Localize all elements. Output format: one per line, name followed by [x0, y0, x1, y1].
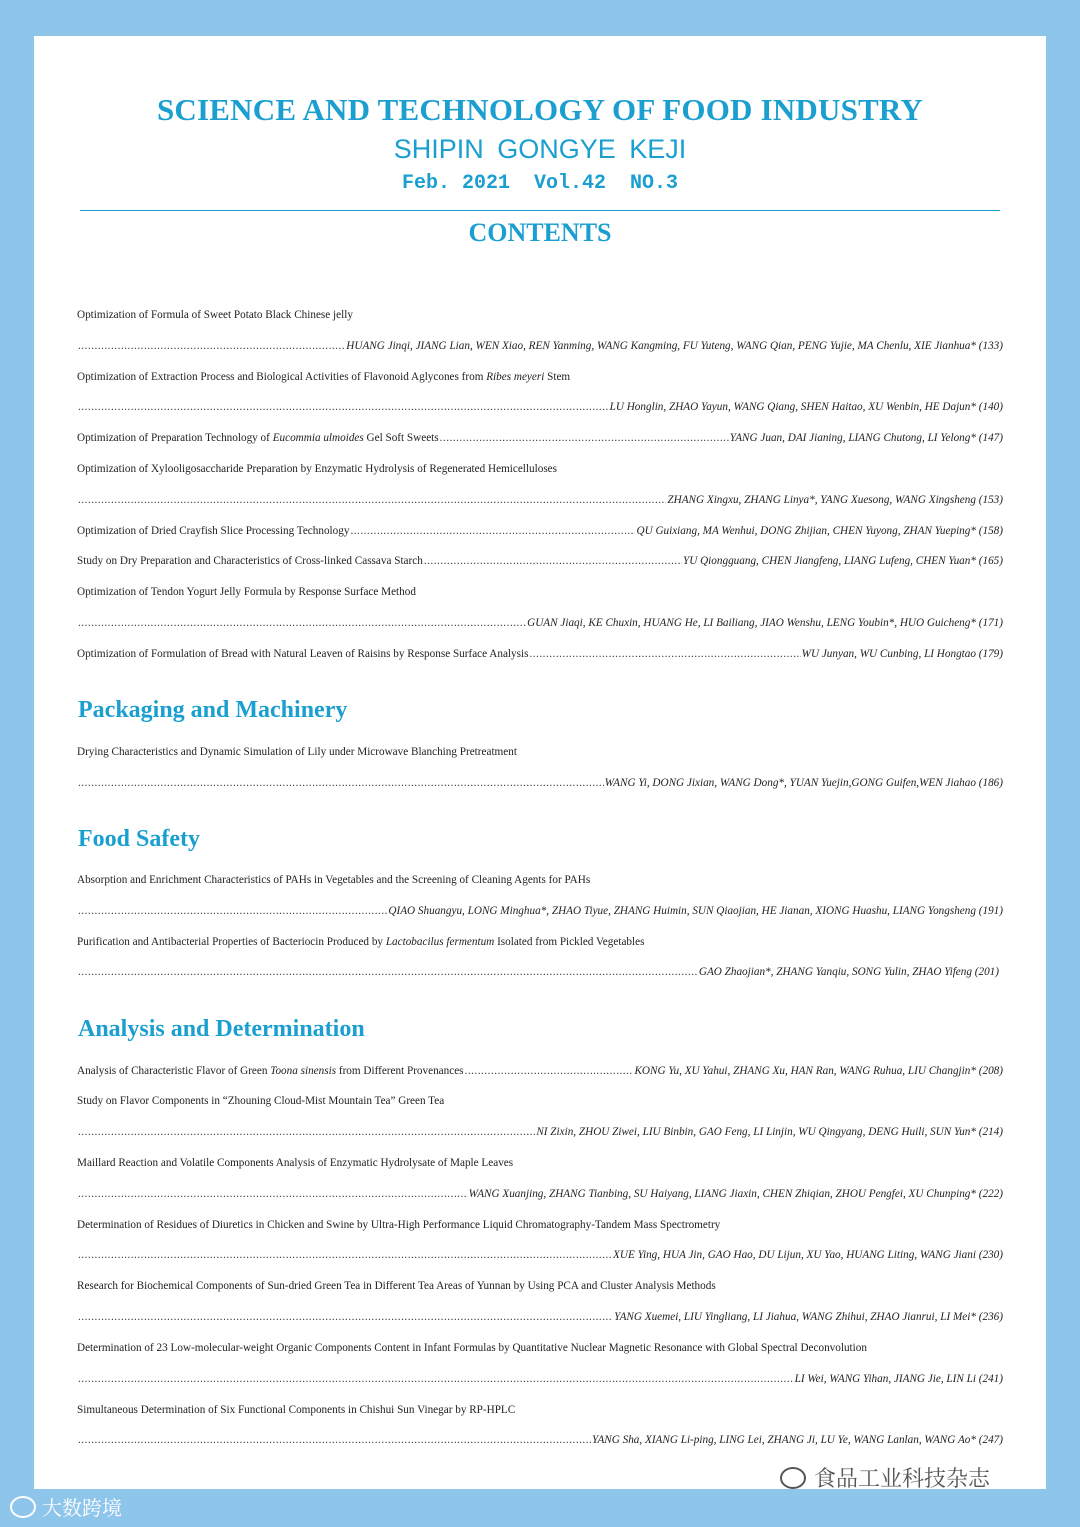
issue-volume: Vol.42 — [534, 172, 607, 195]
watermark-right-text: 食品工业科技杂志 — [814, 1467, 991, 1492]
toc-entry-authors: ..... WANG Yi, DONG Jixian, WANG Dong*, YUAN Yuejin,GONG Guifen,WEN Jiahao (186) — [77, 775, 1003, 791]
toc-entry-title[interactable]: Determination of 23 Low-molecular-weight Organic Components Content in Infant Formulas by Quantitative Nuclear Magnetic Resonance with Global Spectral Deconvolution — [77, 1342, 867, 1354]
contents-heading: CONTENTS — [468, 218, 612, 247]
toc-entry[interactable]: Optimization of Formulation of Bread with Natural Leaven of Raisins by Response Surface Analysis ..... WU Junyan, WU Cunbing, LI Hongtao (179) — [77, 646, 1003, 662]
toc-entry-authors: ..... ZHANG Xingxu, ZHANG Linya*, YANG Xuesong, WANG Xingsheng (153) — [77, 492, 1003, 508]
toc-entry-title[interactable]: Drying Characteristics and Dynamic Simulation of Lily under Microwave Blanching Pretreatment — [77, 746, 517, 758]
toc-entry-authors: ..... HUANG Jinqi, JIANG Lian, WEN Xiao, REN Yanming, WANG Kangming, FU Yuteng, WANG Qian, PENG Yujie, MA Chenlu, XIE Jianhua* (133) — [77, 338, 1003, 354]
watermark-left-text: 大数跨境 — [42, 1496, 122, 1520]
toc-entry-authors: ..... YANG Xuemei, LIU Yingliang, LI Jiahua, WANG Zhihui, ZHAO Jianrui, LI Mei* (236) — [77, 1309, 1003, 1325]
brand-watermark — [10, 1492, 122, 1521]
section-heading-analysis: Analysis and Determination — [78, 1016, 365, 1042]
header-divider — [80, 210, 1000, 211]
toc-entry-title[interactable]: Purification and Antibacterial Properties of Bacteriocin Produced by Lactobacilus fermentum Isolated from Pickled Vegetables — [77, 936, 645, 948]
brand-logo-icon — [10, 1496, 36, 1518]
toc-entry-title[interactable]: Optimization of Extraction Process and Biological Activities of Flavonoid Aglycones from Ribes meyeri Stem — [77, 371, 571, 383]
toc-entry-title[interactable]: Study on Flavor Components in “Zhouning Cloud-Mist Mountain Tea” Green Tea — [77, 1095, 445, 1107]
toc-entry-title[interactable]: Simultaneous Determination of Six Functional Components in Chishui Sun Vinegar by RP-HPLC — [77, 1404, 516, 1416]
journal-pinyin-title: SHIPIN GONGYE KEJI — [393, 134, 687, 164]
toc-entry[interactable]: Optimization of Preparation Technology of Eucommia ulmoides Gel Soft Sweets ..... YANG Juan, DAI Jianing, LIANG Chutong, LI Yelong* (147) — [77, 430, 1003, 446]
toc-entry-title[interactable]: Optimization of Tendon Yogurt Jelly Formula by Response Surface Method — [77, 586, 416, 598]
toc-entry-authors: ..... NI Zixin, ZHOU Ziwei, LIU Binbin, GAO Feng, LI Linjin, WU Qingyang, DENG Huili, SUN Yun* (214) — [77, 1124, 1003, 1140]
wechat-icon — [780, 1467, 806, 1489]
toc-entry-authors: ..... GAO Zhaojian*, ZHANG Yanqiu, SONG Yulin, ZHAO Yifeng (201) — [77, 964, 999, 980]
toc-entry-title[interactable]: Optimization of Formula of Sweet Potato Black Chinese jelly — [77, 309, 353, 321]
toc-entry-title[interactable]: Research for Biochemical Components of Sun-dried Green Tea in Different Tea Areas of Yunnan by Using PCA and Cluster Analysis Methods — [77, 1280, 716, 1292]
toc-entry[interactable]: Analysis of Characteristic Flavor of Green Toona sinensis from Different Provenances ..... KONG Yu, XU Yahui, ZHANG Xu, HAN Ran, WANG Ruhua, LIU Changjin* (208) — [77, 1063, 1003, 1079]
section-heading-packaging: Packaging and Machinery — [78, 697, 348, 723]
toc-entry-authors: ..... YANG Sha, XIANG Li-ping, LING Lei, ZHANG Ji, LU Ye, WANG Lanlan, WANG Ao* (247) — [77, 1432, 1003, 1448]
issue-date: Feb. 2021 — [401, 172, 510, 195]
journal-page — [34, 36, 1046, 1489]
toc-entry-authors: ..... XUE Ying, HUA Jin, GAO Hao, DU Lijun, XU Yao, HUANG Liting, WANG Jiani (230) — [77, 1247, 1003, 1263]
toc-entry-authors: ..... LI Wei, WANG Yihan, JIANG Jie, LIN Li (241) — [77, 1371, 1003, 1387]
toc-entry-authors: ..... GUAN Jiaqi, KE Chuxin, HUANG He, LI Bailiang, JIAO Wenshu, LENG Youbin*, HUO Guicheng* (171) — [77, 615, 1003, 631]
toc-entry[interactable]: Study on Dry Preparation and Characteristics of Cross-linked Cassava Starch ..... YU Qiongguang, CHEN Jiangfeng, LIANG Lufeng, CHEN Yuan* (165) — [77, 553, 1003, 569]
toc-entry-title[interactable]: Optimization of Xylooligosaccharide Preparation by Enzymatic Hydrolysis of Regenerated Hemicelluloses — [77, 463, 557, 475]
toc-entry-title[interactable]: Determination of Residues of Diuretics in Chicken and Swine by Ultra-High Performance Liquid Chromatography-Tandem Mass Spectrometry — [77, 1219, 721, 1231]
toc-entry-authors: ..... LU Honglin, ZHAO Yayun, WANG Qiang, SHEN Haitao, XU Wenbin, HE Dajun* (140) — [77, 399, 1003, 415]
issue-number: NO.3 — [630, 172, 679, 195]
journal-title: SCIENCE AND TECHNOLOGY OF FOOD INDUSTRY — [156, 92, 924, 127]
toc-entry[interactable]: Optimization of Dried Crayfish Slice Processing Technology ..... QU Guixiang, MA Wenhui, DONG Zhijian, CHEN Yuyong, ZHAN Yueping* (158) — [77, 523, 1003, 539]
toc-entry-authors: ..... WANG Xuanjing, ZHANG Tianbing, SU Haiyang, LIANG Jiaxin, CHEN Zhiqian, ZHOU Pengfei, XU Chunping* (222) — [77, 1186, 1003, 1202]
wechat-watermark — [780, 1462, 990, 1493]
toc-entry-title[interactable]: Absorption and Enrichment Characteristics of PAHs in Vegetables and the Screening of Cleaning Agents for PAHs — [77, 874, 591, 886]
toc-entry-authors: ..... QIAO Shuangyu, LONG Minghua*, ZHAO Tiyue, ZHANG Huimin, SUN Qiaojian, HE Jianan, XIONG Huashu, LIANG Yongsheng (191) — [77, 903, 1003, 919]
section-heading-food-safety: Food Safety — [78, 826, 200, 852]
issue-line — [0, 172, 1080, 195]
toc-entry-title[interactable]: Maillard Reaction and Volatile Components Analysis of Enzymatic Hydrolysate of Maple Leaves — [77, 1157, 514, 1169]
